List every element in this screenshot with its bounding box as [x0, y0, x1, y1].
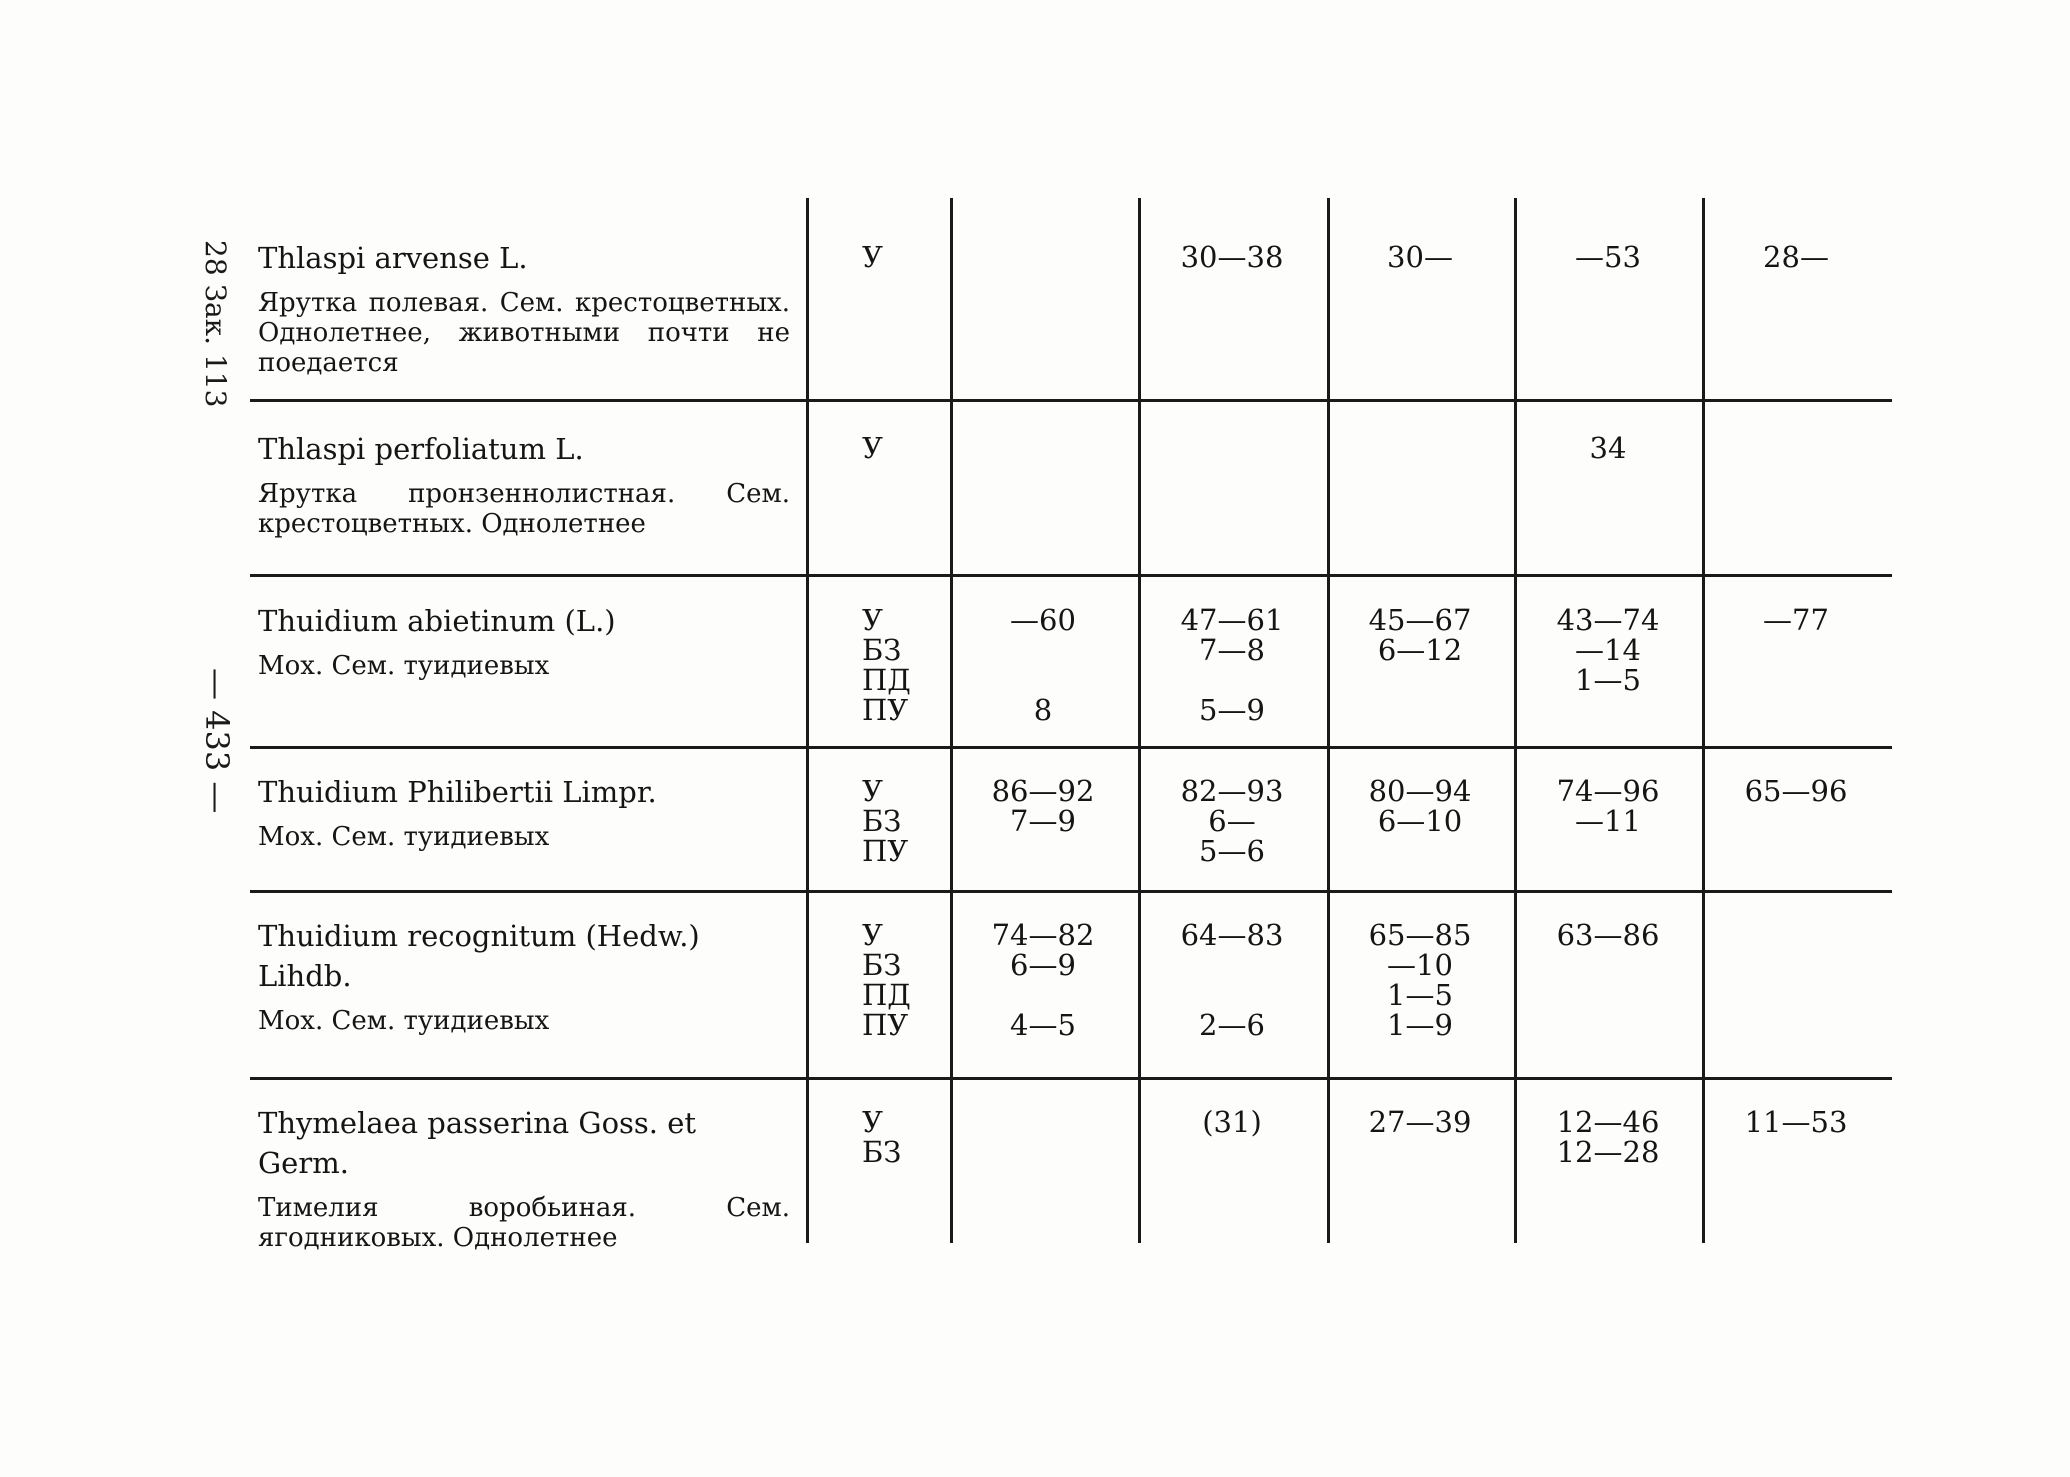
- value-cell: 27—39: [1368, 1105, 1472, 1139]
- value-cell: —77: [1763, 603, 1829, 637]
- species-description: Мох. Сем. туидиевых: [258, 822, 550, 852]
- species-cell: [258, 429, 790, 539]
- value-cell: 45—67 6—12: [1368, 603, 1472, 667]
- value-cell: 80—94 6—10: [1368, 774, 1472, 838]
- row-divider: [250, 399, 1892, 402]
- value-cell: 47—61 7—8 5—9: [1180, 603, 1284, 727]
- column-rule: [1702, 198, 1705, 1243]
- species-latin-name: Thlaspi perfoliatum L.: [258, 432, 584, 466]
- species-latin-name: Thuidium Philibertii Limpr.: [258, 775, 657, 809]
- species-cell: [258, 916, 790, 1036]
- species-cell: [258, 601, 790, 681]
- row-divider: [250, 746, 1892, 749]
- value-cell: 86—92 7—9: [991, 774, 1095, 838]
- species-description: Ярутка пронзеннолистная. Сем. крестоцветных. Однолетнее: [258, 479, 790, 539]
- row-divider: [250, 890, 1892, 893]
- row-divider: [250, 1077, 1892, 1080]
- value-cell: 11—53: [1744, 1105, 1848, 1139]
- value-cell: 12—46 12—28: [1556, 1105, 1660, 1169]
- indicator-codes: У: [862, 240, 883, 274]
- species-cell: [258, 238, 790, 378]
- value-cell: 30—: [1387, 240, 1453, 274]
- indicator-codes: У БЗ ПД ПУ: [862, 918, 911, 1042]
- species-description: Ярутка полевая. Сем. крестоцветных. Однолетнее, животными почти не поедается: [258, 288, 790, 378]
- indicator-codes: У БЗ ПУ: [862, 774, 909, 868]
- species-latin-name: Thuidium abietinum (L.): [258, 604, 616, 638]
- value-cell: (31): [1202, 1105, 1262, 1139]
- species-description: Тимелия воробьиная. Сем. ягодниковых. Однолетнее: [258, 1193, 790, 1253]
- value-cell: 74—96 —11: [1556, 774, 1660, 838]
- species-latin-name: Thymelaea passerina Goss. et Germ.: [258, 1106, 697, 1180]
- species-latin-name: Thlaspi arvense L.: [258, 241, 528, 275]
- page-number: — 433 —: [198, 668, 236, 814]
- value-cell: 63—86: [1556, 918, 1660, 952]
- species-table: [250, 198, 1892, 1253]
- value-cell: 74—82 6—9 4—5: [991, 918, 1095, 1042]
- value-cell: 65—85 —10 1—5 1—9: [1368, 918, 1472, 1042]
- indicator-codes: У БЗ: [862, 1105, 902, 1169]
- value-cell: 28—: [1763, 240, 1829, 274]
- value-cell: 64—83 2—6: [1180, 918, 1284, 1042]
- column-rule: [1138, 198, 1141, 1243]
- value-cell: 82—93 6— 5—6: [1180, 774, 1284, 868]
- column-rule: [1514, 198, 1517, 1243]
- species-description: Мох. Сем. туидиевых: [258, 1006, 550, 1036]
- row-divider: [250, 574, 1892, 577]
- value-cell: 30—38: [1180, 240, 1284, 274]
- column-rule: [1327, 198, 1330, 1243]
- species-description: Мох. Сем. туидиевых: [258, 651, 550, 681]
- value-cell: 34: [1589, 431, 1627, 465]
- species-latin-name: Thuidium recognitum (Hedw.) Lihdb.: [258, 919, 700, 993]
- indicator-codes: У: [862, 431, 883, 465]
- value-cell: 65—96: [1744, 774, 1848, 808]
- value-cell: —53: [1575, 240, 1641, 274]
- value-cell: —60 8: [1010, 603, 1076, 727]
- species-cell: [258, 772, 790, 852]
- page-header-margin: 28 Зак. 113: [199, 240, 232, 408]
- species-cell: [258, 1103, 790, 1253]
- value-cell: 43—74 —14 1—5: [1556, 603, 1660, 697]
- indicator-codes: У БЗ ПД ПУ: [862, 603, 911, 727]
- column-rule: [806, 198, 809, 1243]
